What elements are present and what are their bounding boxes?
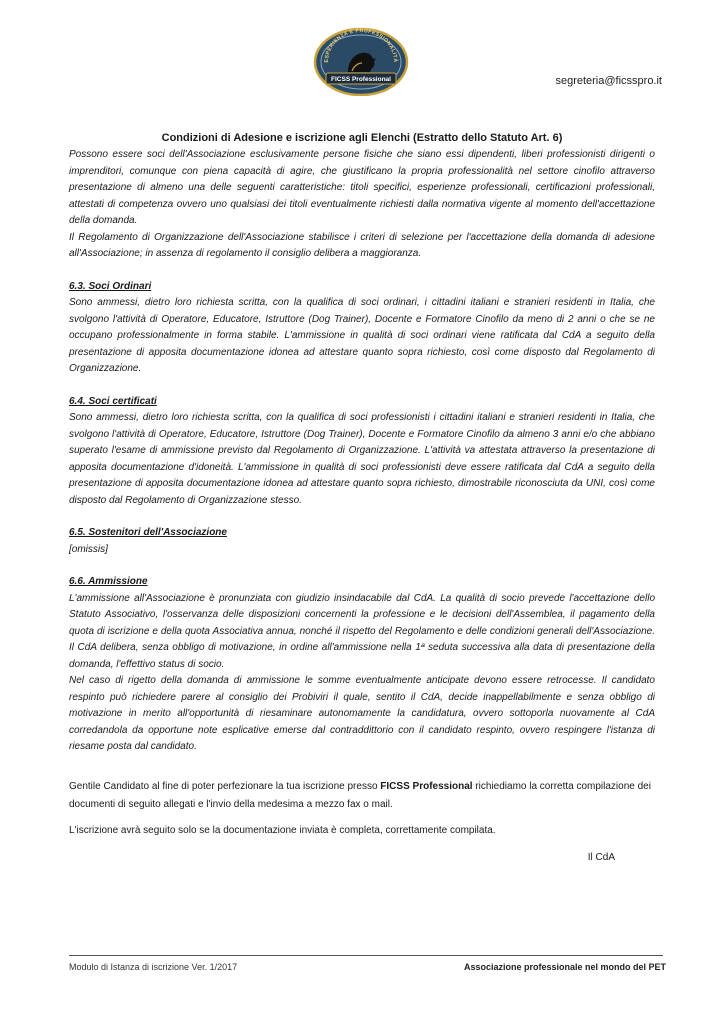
section-text-ammissione-1: L'ammissione all'Associazione è pronunziata con giudizio insindacabile dal CdA. La qualità di socio prevede l'accettazione dello Statuto Associativo, l'osservanza delle disposizioni concernenti la professione e le decisioni dell'Assemblea, il pagamento della quota di iscrizione e della quota Associativa annua, nonché il rispetto del Regolamento e delle condizioni generali dell'Associazione. Il CdA delibera, senza obbligo di motivazione, in ordine all'ammissione nella 1ª seduta successiva alla data di presentazione della domanda, l'effettivo status di socio. (69, 592, 655, 670)
section-text-soci-ordinari: Sono ammessi, dietro loro richiesta scritta, con la qualifica di soci ordinari, i cittadini italiani e stranieri residenti in Italia, che svolgono l'attività di Operatore, Educatore, Istruttore (Dog Trainer), Docente e Formatore Cinofilo da meno di 2 anni o che se ne occupano professionalmente in forma stabile. L'ammissione in qualità di soci ordinari viene ratificata dal CdA a seguito della presentazione di apposita documentazione idonea ad attestare quanto sopra richiesto, così come disposto dal Regolamento di Organizzazione. (69, 297, 655, 374)
section-heading-ammissione: 6.6. Ammissione (69, 576, 148, 587)
document-title: Condizioni di Adesione e iscrizione agli Elenchi (Estratto dello Statuto Art. 6) (161, 132, 563, 144)
closing-paragraph-1: Gentile Candidato al fine di poter perfezionare la tua iscrizione presso FICSS Professional richiediamo la corretta compilazione dei documenti di seguito allegati e l'invio della medesima a mezzo fax o mail. (69, 780, 651, 810)
footer-form-version: Modulo di Istanza di iscrizione Ver. 1/2017 (69, 962, 238, 972)
document-body (69, 132, 655, 863)
logo-arc-text: ESPERIENZA E PROFESSIONALITÀ (323, 27, 399, 63)
intro-paragraph-2: Il Regolamento di Organizzazione dell'Associazione stabilisce i criteri di selezione per l'accettazione della domanda di adesione all'Associazione; in assenza di regolamento il consiglio delibera a maggioranza. (69, 231, 655, 259)
section-heading-soci-ordinari: 6.3. Soci Ordinari (69, 280, 152, 292)
section-text-soci-certificati: Sono ammessi, dietro loro richiesta scritta, con la qualifica di soci professionisti i cittadini italiani e stranieri residenti in Italia, che svolgono l'attività di Operatore, Educatore, Istruttore (Dog Trainer), Docente e Formatore Cinofilo da almeno 3 anni e/o che abbiano superato l'esame di ammissione previsto dal Regolamento di Organizzazione. L'attività va attestata attraverso la presentazione di apposita documentazione d'idoneità. L'ammissione in qualità di soci professionisti deve essere ratificata dal CdA a seguito della presentazione di apposita documentazione idonea ad attestare quanto sopra richiesto, dimostrabile riconosciuta da UNI, così come disposto dal Regolamento di Organizzazione stesso. (69, 412, 655, 506)
closing-org-name: FICSS Professional (380, 780, 473, 792)
logo-name: FICSS Professional (331, 76, 391, 83)
section-text-ammissione-2: Nel caso di rigetto della domanda di ammissione le somme eventualmente anticipate devono essere retrocesse. Il candidato respinto può richiedere parere al consiglio dei Probiviri il quale, sentito il CdA, decide inappellabilmente e senza obbligo di motivazione in merito all'opportunità di riesaminare autonomamente la candidatura, ovvero sottoporla nuovamente al CdA corredandola da opportune note esplicative emerse dal contraddittorio con il candidato respinto, ovvero respingere l'istanza di riesame posta dal candidato. (69, 675, 655, 752)
section-heading-sostenitori: 6.5. Sostenitori dell'Associazione (69, 527, 227, 538)
section-text-sostenitori: [omissis] (69, 543, 108, 555)
signature: Il CdA (587, 851, 615, 863)
ficss-logo (312, 26, 410, 96)
section-heading-soci-certificati: 6.4. Soci certificati (69, 395, 157, 407)
footer-divider (69, 955, 663, 956)
contact-email[interactable]: segreteria@ficsspro.it (555, 75, 662, 87)
intro-paragraph-1: Possono essere soci dell'Associazione esclusivamente persone fisiche che siano essi dipendenti, liberi professionisti dirigenti o imprenditori, comunque con piena capacità di agire, che giustificano la propria professionalità nel settore cinofilo attraverso presentazione di almeno una delle seguenti caratteristiche: titoli specifici, esperienze professionali, certificazioni professionali, attestati di competenza ovvero uno qualsiasi dei titoli eventualmente richiesti dalla normativa vigente al momento dell'accettazione della domanda. (69, 149, 655, 226)
closing-paragraph-2: L'iscrizione avrà seguito solo se la documentazione inviata è completa, correttamente compilata. (69, 824, 496, 836)
footer-tagline: Associazione professionale nel mondo del PET (463, 962, 666, 972)
